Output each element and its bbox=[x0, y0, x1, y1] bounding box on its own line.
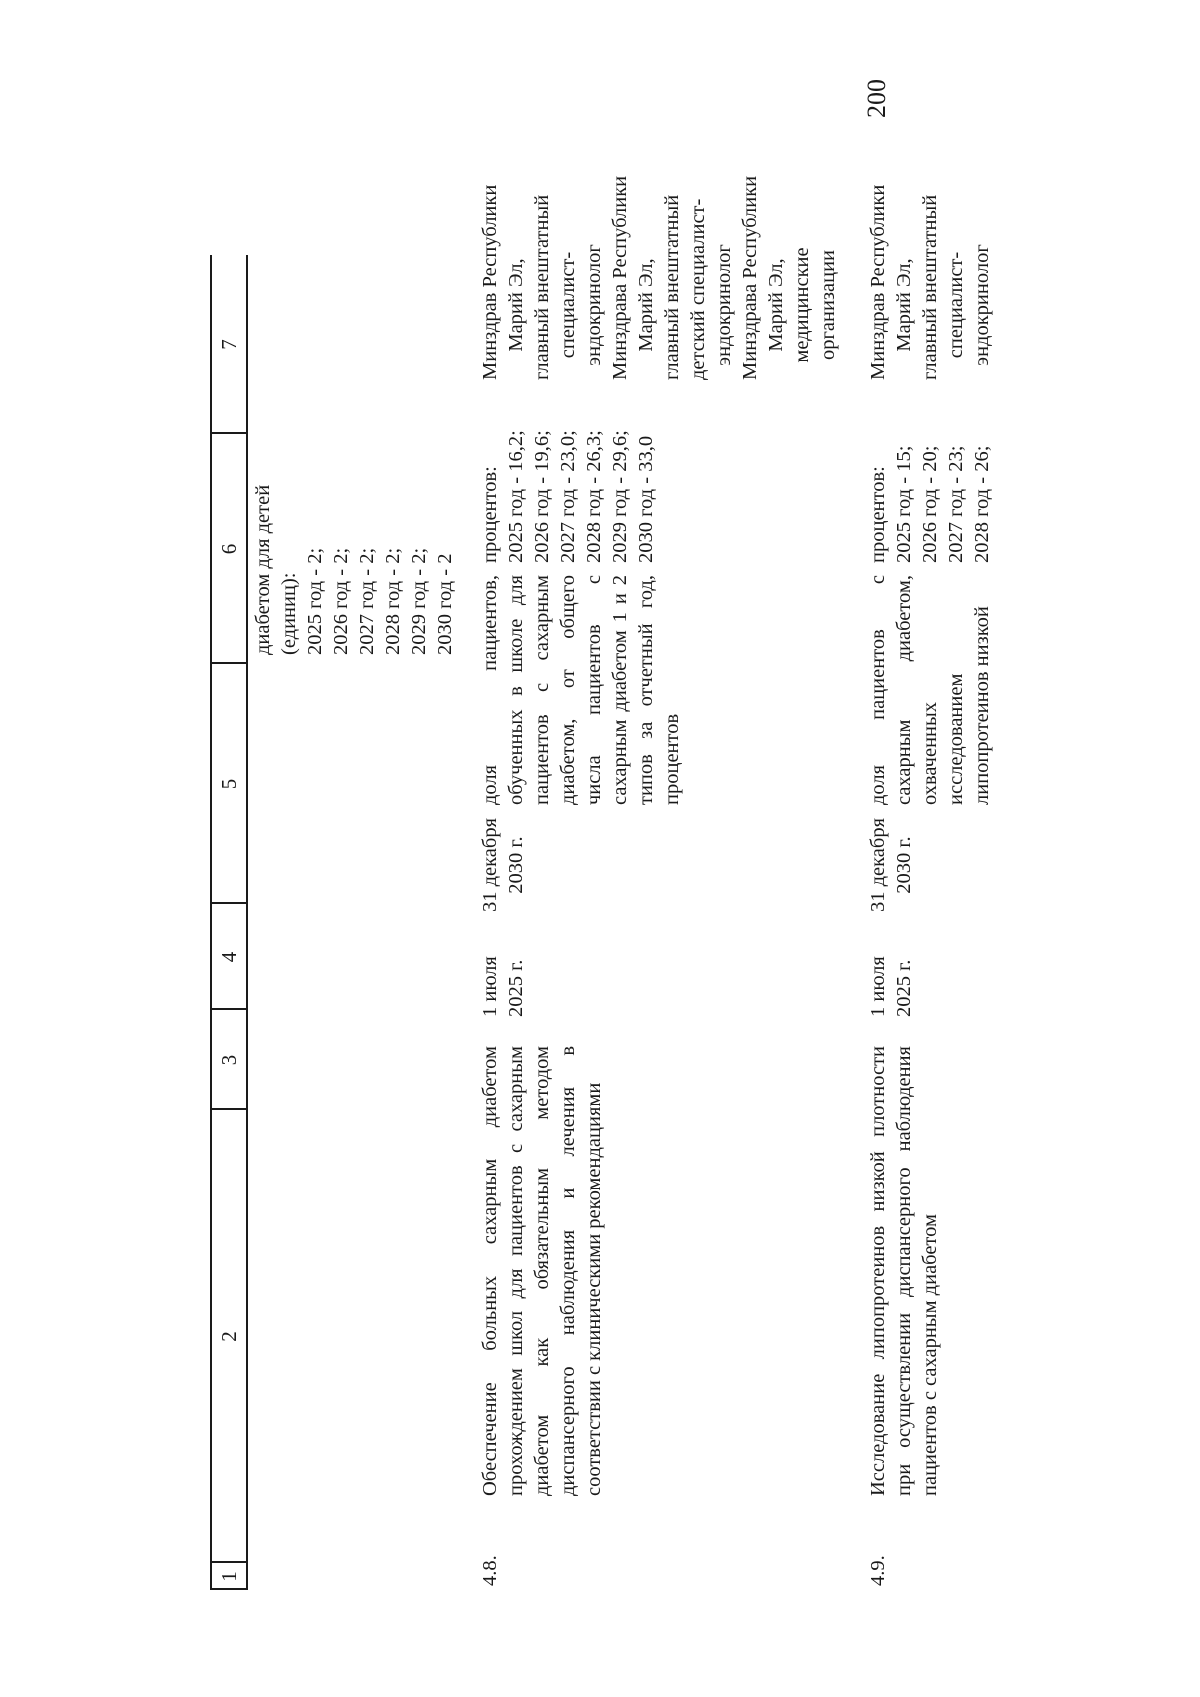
row-4-9-end-date bbox=[865, 810, 917, 920]
row-4-9-measure: Исследование липопротеинов низкой плотности при осуществлении диспансерного наблюдения пациентов с сахарным диабетом bbox=[867, 1046, 941, 1496]
value-line: 2027 год - 23; bbox=[945, 445, 967, 563]
col-header-7: 7 bbox=[217, 339, 241, 350]
row-4-8-number: 4.8. bbox=[479, 1555, 501, 1586]
cont-line: 2030 год - 2 bbox=[434, 553, 456, 655]
responsible-line: Минздрава Республики bbox=[739, 175, 761, 380]
end-date-line: 2030 г. bbox=[505, 836, 527, 894]
start-date-line: 1 июля bbox=[479, 956, 501, 1017]
header-top-border bbox=[210, 255, 212, 1590]
responsible-line: главный внештатный bbox=[531, 194, 553, 380]
value-line: 2030 год - 33,0 bbox=[635, 435, 657, 563]
row-4-8-end-date bbox=[477, 810, 529, 920]
end-date-line: 2030 г. bbox=[893, 836, 915, 894]
cont-line: диабетом для детей bbox=[252, 484, 274, 655]
responsible-line: Марий Эл, bbox=[635, 258, 657, 352]
responsible-line: эндокринолог bbox=[713, 244, 735, 366]
cont-line: 2028 год - 2; bbox=[382, 547, 404, 655]
row-4-8-responsible bbox=[477, 175, 841, 380]
responsible-line: организации bbox=[817, 249, 839, 361]
continuation-values bbox=[250, 430, 458, 655]
row-4-8-measure: Обеспечение больных сахарным диабетом прохождением школ для пациентов с сахарным диабетом как обязательным методом диспансерного наблюдения и лечения в соответствии с клиническими рекомендациями bbox=[479, 1046, 605, 1496]
responsible-line: детский специалист- bbox=[687, 198, 709, 380]
cont-line: 2026 год - 2; bbox=[330, 547, 352, 655]
row-4-9-number: 4.9. bbox=[867, 1555, 889, 1586]
responsible-line: Минздрав Республики bbox=[867, 184, 889, 380]
row-4-9-start-date bbox=[865, 927, 917, 1017]
col-header-2: 2 bbox=[217, 1331, 241, 1342]
value-line: 2027 год - 23,0; bbox=[557, 430, 579, 563]
value-line: процентов: bbox=[867, 466, 889, 563]
row-4-9-values bbox=[865, 393, 995, 563]
start-date-line: 1 июля bbox=[867, 956, 889, 1017]
responsible-line: главный внештатный bbox=[661, 194, 683, 380]
responsible-line: Марий Эл, bbox=[505, 258, 527, 352]
col-header-1: 1 bbox=[217, 1571, 241, 1582]
responsible-line: Минздрав Республики bbox=[479, 184, 501, 380]
col-header-6: 6 bbox=[217, 543, 241, 555]
row-4-9-indicator: доля пациентов с сахарным диабетом, охваченных исследованием липопротеинов низкой bbox=[867, 575, 993, 805]
end-date-line: 31 декабря bbox=[867, 818, 889, 913]
col-header-5: 5 bbox=[217, 778, 241, 790]
responsible-line: главный внештатный bbox=[919, 194, 941, 380]
responsible-line: медицинские bbox=[791, 247, 813, 363]
row-4-8-indicator: доля пациентов, обученных в школе для пациентов с сахарным диабетом, от общего числа пациентов с сахарным диабетом 1 и 2 типов за отчетный год, процентов bbox=[479, 575, 683, 805]
value-line: 2025 год - 15; bbox=[893, 445, 915, 563]
end-date-line: 31 декабря bbox=[479, 818, 501, 913]
value-line: 2029 год - 29,6; bbox=[609, 430, 631, 563]
row-4-8-values bbox=[477, 393, 659, 563]
responsible-line: Минздрава Республики bbox=[609, 175, 631, 380]
responsible-line: эндокринолог bbox=[971, 244, 993, 366]
row-4-9-responsible bbox=[865, 184, 995, 380]
cont-line: 2029 год - 2; bbox=[408, 547, 430, 655]
responsible-line: специалист- bbox=[945, 251, 967, 359]
value-line: 2025 год - 16,2; bbox=[505, 430, 527, 563]
page-number: 200 bbox=[862, 79, 891, 118]
value-line: 2028 год - 26; bbox=[971, 445, 993, 563]
row-4-8-start-date bbox=[477, 927, 529, 1017]
start-date-line: 2025 г. bbox=[893, 959, 915, 1017]
col-header-4: 4 bbox=[217, 951, 241, 963]
responsible-line: специалист- bbox=[557, 251, 579, 359]
document-table bbox=[210, 175, 993, 1590]
responsible-line: эндокринолог bbox=[583, 244, 605, 366]
header-bottom-border bbox=[246, 255, 248, 1590]
cont-line: 2027 год - 2; bbox=[356, 547, 378, 655]
responsible-line: Марий Эл, bbox=[893, 258, 915, 352]
value-line: 2028 год - 26,3; bbox=[583, 430, 605, 563]
start-date-line: 2025 г. bbox=[505, 959, 527, 1017]
value-line: 2026 год - 19,6; bbox=[531, 430, 553, 563]
col-header-3: 3 bbox=[217, 1054, 241, 1066]
value-line: процентов: bbox=[479, 466, 501, 563]
cont-line: (единиц): bbox=[278, 572, 300, 655]
cont-line: 2025 год - 2; bbox=[304, 547, 326, 655]
value-line: 2026 год - 20; bbox=[919, 445, 941, 563]
responsible-line: Марий Эл, bbox=[765, 258, 787, 352]
